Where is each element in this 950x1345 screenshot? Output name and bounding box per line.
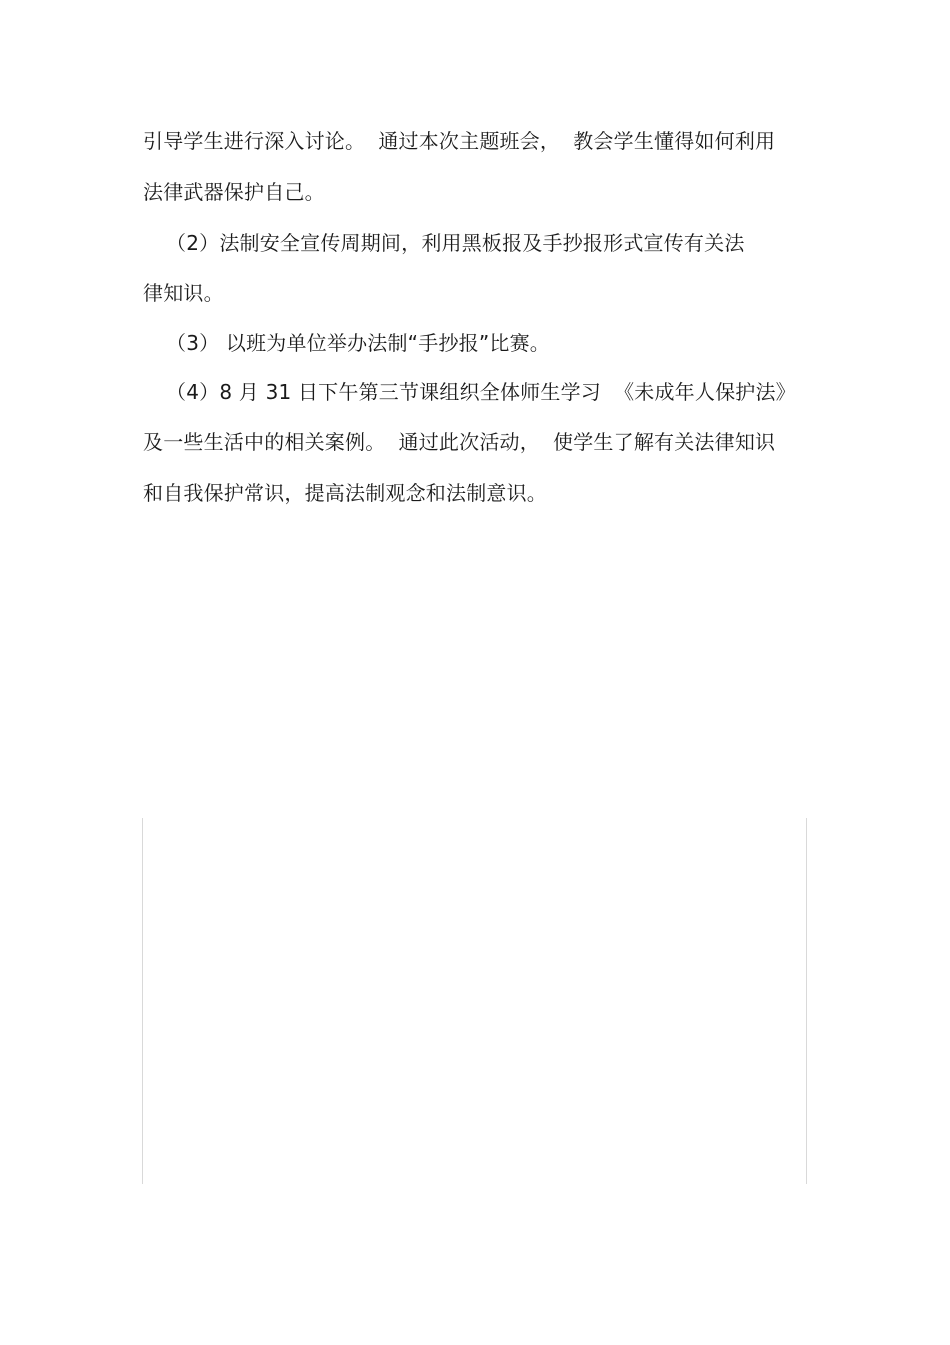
paragraph-line-1: 引导学生进行深入讨论。 通过本次主题班会， 教会学生懂得如何利用: [143, 129, 776, 153]
paragraph-line-4: 律知识。: [143, 281, 224, 305]
paragraph-line-7: 及一些生活中的相关案例。 通过此次活动， 使学生了解有关法律知识: [143, 430, 776, 454]
paragraph-line-3: （2）法制安全宣传周期间，利用黑板报及手抄报形式宣传有关法: [166, 231, 745, 255]
right-border-line: [806, 818, 807, 1184]
paragraph-line-2: 法律武器保护自己。: [143, 180, 325, 204]
paragraph-line-8: 和自我保护常识，提高法制观念和法制意识。: [143, 481, 547, 505]
paragraph-line-6: （4）8 月 31 日下午第三节课组织全体师生学习 《未成年人保护法》: [166, 380, 796, 404]
paragraph-line-5: （3） 以班为单位举办法制“手抄报”比赛。: [166, 331, 551, 355]
left-border-line: [142, 818, 143, 1184]
